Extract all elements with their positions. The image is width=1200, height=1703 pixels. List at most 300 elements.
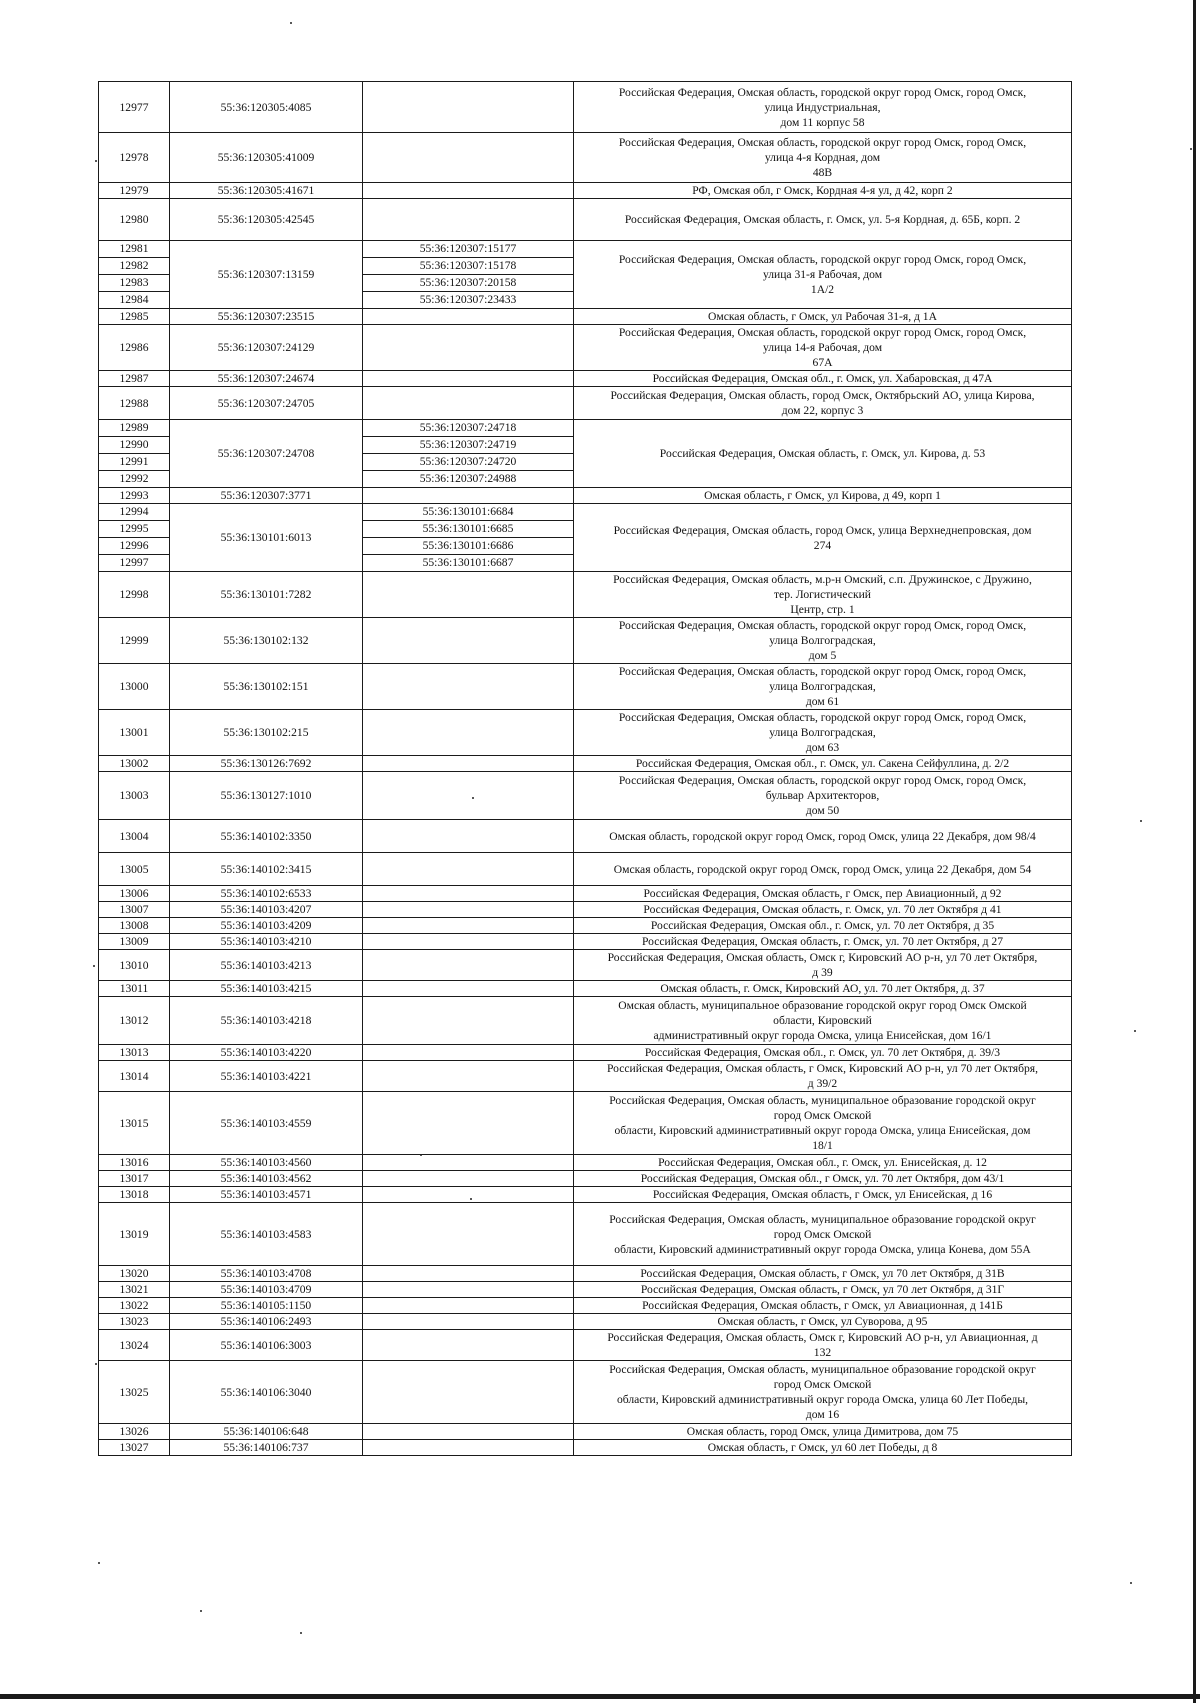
scan-border-right xyxy=(1193,0,1196,1703)
table-row xyxy=(99,309,1072,325)
table-row xyxy=(99,1203,1072,1266)
scan-speck xyxy=(1140,820,1142,822)
address-line: бульвар Архитекторов, xyxy=(765,789,880,802)
address-line: 132 xyxy=(813,1346,832,1359)
premises-cadastral-number xyxy=(363,1424,574,1440)
premises-cadastral-number: 55:36:130101:6684 xyxy=(363,504,574,521)
address-line: Российская Федерация, Омская область, муниципальное образование городской округ xyxy=(609,1363,1036,1376)
table-row xyxy=(99,918,1072,934)
cadastral-number: 55:36:140103:4562 xyxy=(170,1171,363,1187)
premises-cadastral-number: 55:36:120307:15178 xyxy=(363,258,574,275)
row-number: 12977 xyxy=(99,82,170,133)
row-number: 12991 xyxy=(99,454,170,471)
row-number: 13022 xyxy=(99,1298,170,1314)
cadastral-number: 55:36:130102:132 xyxy=(170,618,363,664)
address-line: Российская Федерация, Омская область, г Омск, ул Авиационная, д 141Б xyxy=(642,1299,1003,1312)
row-number: 12980 xyxy=(99,199,170,241)
scan-speck xyxy=(1134,1030,1136,1032)
address-line: дом 16 xyxy=(805,1408,840,1421)
premises-cadastral-number xyxy=(363,1171,574,1187)
cadastral-number: 55:36:140103:4583 xyxy=(170,1203,363,1266)
table-row xyxy=(99,1155,1072,1171)
address-cell xyxy=(574,756,1072,772)
row-number: 12999 xyxy=(99,618,170,664)
address-line: Омская область, городской округ город Омск, город Омск, улица 22 Декабря, дом 54 xyxy=(613,862,1032,876)
address-cell xyxy=(574,488,1072,504)
table-row xyxy=(99,133,1072,183)
address-line: области, Кировский административный округ города Омска, улица Конева, дом 55А xyxy=(614,1242,1031,1256)
cadastral-number: 55:36:140103:4207 xyxy=(170,902,363,918)
address-line: город Омск Омской xyxy=(773,1227,872,1241)
address-line: Российская Федерация, Омская область, г Омск, Кировский АО р-н, ул 70 лет Октября, xyxy=(607,1062,1038,1075)
address-line: 18/1 xyxy=(812,1139,833,1152)
table-row xyxy=(99,1061,1072,1092)
premises-cadastral-number xyxy=(363,1330,574,1361)
address-line: Российская Федерация, Омская область, г. Омск, ул. 5-я Кордная, д. 65Б, корп. 2 xyxy=(624,213,1021,226)
row-number: 12984 xyxy=(99,292,170,309)
registry-table xyxy=(98,81,1072,1456)
table-row xyxy=(99,420,1072,437)
address-cell xyxy=(574,853,1072,886)
cadastral-number: 55:36:130101:6013 xyxy=(170,504,363,572)
scan-speck xyxy=(290,22,292,24)
table-row xyxy=(99,1424,1072,1440)
address-cell xyxy=(574,772,1072,820)
scan-speck xyxy=(420,1154,422,1156)
premises-cadastral-number xyxy=(363,997,574,1045)
cadastral-number: 55:36:140106:737 xyxy=(170,1440,363,1456)
table-row xyxy=(99,886,1072,902)
address-cell xyxy=(574,1266,1072,1282)
scan-speck xyxy=(1190,148,1192,150)
address-line: город Омск Омской xyxy=(773,1109,872,1122)
address-line: город Омск Омской xyxy=(773,1378,872,1391)
address-cell xyxy=(574,325,1072,371)
row-number: 12979 xyxy=(99,183,170,199)
address-cell xyxy=(574,1361,1072,1424)
row-number: 13015 xyxy=(99,1092,170,1155)
scan-speck xyxy=(1130,1582,1132,1584)
row-number: 13025 xyxy=(99,1361,170,1424)
row-number: 13007 xyxy=(99,902,170,918)
row-number: 12993 xyxy=(99,488,170,504)
address-line: Российская Федерация, Омская обл., г Омск, ул. 70 лет Октября, дом 43/1 xyxy=(640,1172,1005,1185)
scan-speck xyxy=(98,1562,100,1564)
address-line: Российская Федерация, Омская область, городской округ город Омск, город Омск, xyxy=(618,619,1027,632)
address-line: дом 63 xyxy=(805,741,840,754)
address-line: Омская область, городской округ город Омск, город Омск, улица 22 Декабря, дом 98/4 xyxy=(609,829,1036,843)
address-cell xyxy=(574,1171,1072,1187)
address-line: РФ, Омская обл, г Омск, Кордная 4-я ул, д 42, корп 2 xyxy=(692,184,953,197)
table-row xyxy=(99,820,1072,853)
address-line: Омская область, г Омск, ул Суворова, д 95 xyxy=(717,1315,928,1328)
cadastral-number: 55:36:120307:24708 xyxy=(170,420,363,488)
row-number: 13017 xyxy=(99,1171,170,1187)
row-number: 12992 xyxy=(99,471,170,488)
row-number: 13005 xyxy=(99,853,170,886)
row-number: 12990 xyxy=(99,437,170,454)
row-number: 12994 xyxy=(99,504,170,521)
address-cell xyxy=(574,1155,1072,1171)
row-number: 13020 xyxy=(99,1266,170,1282)
address-line: 67А xyxy=(812,356,833,369)
premises-cadastral-number xyxy=(363,886,574,902)
address-line: Российская Федерация, Омская область, м.р-н Омский, с.п. Дружинское, с Дружино, xyxy=(613,573,1032,586)
address-cell xyxy=(574,1061,1072,1092)
address-line: Российская Федерация, Омская область, городской округ город Омск, город Омск, xyxy=(618,136,1027,149)
table-row xyxy=(99,371,1072,387)
premises-cadastral-number: 55:36:120307:15177 xyxy=(363,241,574,258)
premises-cadastral-number: 55:36:130101:6685 xyxy=(363,521,574,538)
premises-cadastral-number xyxy=(363,1045,574,1061)
cadastral-number: 55:36:140103:4209 xyxy=(170,918,363,934)
table-row xyxy=(99,183,1072,199)
address-cell xyxy=(574,664,1072,710)
row-number: 12988 xyxy=(99,387,170,420)
address-cell xyxy=(574,183,1072,199)
address-cell xyxy=(574,309,1072,325)
address-line: области, Кировский xyxy=(773,1014,872,1027)
premises-cadastral-number xyxy=(363,371,574,387)
table-row xyxy=(99,853,1072,886)
table-row xyxy=(99,1314,1072,1330)
premises-cadastral-number xyxy=(363,1282,574,1298)
address-cell xyxy=(574,981,1072,997)
address-line: Российская Федерация, Омская область, городской округ город Омск, город Омск, xyxy=(618,665,1027,678)
cadastral-number: 55:36:140103:4571 xyxy=(170,1187,363,1203)
premises-cadastral-number xyxy=(363,981,574,997)
row-number: 13001 xyxy=(99,710,170,756)
table-row xyxy=(99,572,1072,618)
scan-speck xyxy=(95,1363,97,1365)
premises-cadastral-number xyxy=(363,1061,574,1092)
row-number: 13002 xyxy=(99,756,170,772)
table-row xyxy=(99,902,1072,918)
address-line: дом 22, корпус 3 xyxy=(781,404,864,417)
address-cell xyxy=(574,918,1072,934)
address-line: улица Волгоградская, xyxy=(769,634,876,647)
address-cell xyxy=(574,710,1072,756)
table-row xyxy=(99,1330,1072,1361)
row-number: 12989 xyxy=(99,420,170,437)
table-row xyxy=(99,997,1072,1045)
address-line: Российская Федерация, Омская область, городской округ город Омск, город Омск, xyxy=(618,326,1027,339)
premises-cadastral-number xyxy=(363,183,574,199)
row-number: 12995 xyxy=(99,521,170,538)
address-cell xyxy=(574,1440,1072,1456)
cadastral-number: 55:36:140102:6533 xyxy=(170,886,363,902)
address-cell xyxy=(574,902,1072,918)
cadastral-number: 55:36:140102:3415 xyxy=(170,853,363,886)
row-number: 13026 xyxy=(99,1424,170,1440)
premises-cadastral-number xyxy=(363,488,574,504)
address-line: 274 xyxy=(813,538,832,552)
address-line: Омская область, г Омск, ул Рабочая 31-я, д 1А xyxy=(708,310,937,323)
address-line: Российская Федерация, Омская обл., г. Омск, ул. Енисейская, д. 12 xyxy=(658,1156,987,1169)
row-number: 12986 xyxy=(99,325,170,371)
address-line: Российская Федерация, Омская область, г. Омск, ул. 70 лет Октября, д 27 xyxy=(641,935,1004,948)
address-cell xyxy=(574,241,1072,309)
row-number: 13018 xyxy=(99,1187,170,1203)
premises-cadastral-number xyxy=(363,772,574,820)
premises-cadastral-number xyxy=(363,1266,574,1282)
address-line: дом 5 xyxy=(808,649,837,662)
scan-speck xyxy=(472,797,474,799)
address-cell xyxy=(574,1314,1072,1330)
row-number: 13012 xyxy=(99,997,170,1045)
cadastral-number: 55:36:140103:4709 xyxy=(170,1282,363,1298)
cadastral-number: 55:36:120307:24674 xyxy=(170,371,363,387)
premises-cadastral-number xyxy=(363,1314,574,1330)
premises-cadastral-number xyxy=(363,572,574,618)
premises-cadastral-number xyxy=(363,1092,574,1155)
address-line: улица Волгоградская, xyxy=(769,726,876,739)
table-row xyxy=(99,1092,1072,1155)
table-row xyxy=(99,710,1072,756)
cadastral-number: 55:36:140103:4221 xyxy=(170,1061,363,1092)
address-line: улица 31-я Рабочая, дом xyxy=(762,268,883,281)
cadastral-number: 55:36:140106:3003 xyxy=(170,1330,363,1361)
row-number: 13019 xyxy=(99,1203,170,1266)
premises-cadastral-number: 55:36:120307:23433 xyxy=(363,292,574,309)
cadastral-number: 55:36:120307:23515 xyxy=(170,309,363,325)
premises-cadastral-number xyxy=(363,710,574,756)
cadastral-number: 55:36:140103:4213 xyxy=(170,950,363,981)
cadastral-number: 55:36:140103:4708 xyxy=(170,1266,363,1282)
premises-cadastral-number xyxy=(363,820,574,853)
cadastral-number: 55:36:120307:3771 xyxy=(170,488,363,504)
address-line: улица 4-я Кордная, дом xyxy=(764,151,881,164)
row-number: 12998 xyxy=(99,572,170,618)
cadastral-number: 55:36:140106:2493 xyxy=(170,1314,363,1330)
address-line: Российская Федерация, Омская область, муниципальное образование городской округ xyxy=(609,1212,1036,1226)
address-line: Омская область, г Омск, ул 60 лет Победы, д 8 xyxy=(707,1441,938,1454)
cadastral-number: 55:36:140103:4215 xyxy=(170,981,363,997)
address-cell xyxy=(574,387,1072,420)
cadastral-number: 55:36:140102:3350 xyxy=(170,820,363,853)
address-line: дом 50 xyxy=(805,804,840,817)
row-number: 12978 xyxy=(99,133,170,183)
address-line: Российская Федерация, Омская область, городской округ город Омск, город Омск, xyxy=(618,253,1027,266)
premises-cadastral-number: 55:36:120307:24718 xyxy=(363,420,574,437)
row-number: 12997 xyxy=(99,555,170,572)
address-cell xyxy=(574,1424,1072,1440)
address-line: Российская Федерация, Омская область, г Омск, пер Авиационный, д 92 xyxy=(643,887,1002,900)
premises-cadastral-number xyxy=(363,1298,574,1314)
cadastral-number: 55:36:140106:648 xyxy=(170,1424,363,1440)
row-number: 13008 xyxy=(99,918,170,934)
row-number: 12981 xyxy=(99,241,170,258)
table-row xyxy=(99,981,1072,997)
premises-cadastral-number: 55:36:120307:24719 xyxy=(363,437,574,454)
premises-cadastral-number xyxy=(363,325,574,371)
address-cell xyxy=(574,199,1072,241)
address-cell xyxy=(574,133,1072,183)
address-line: Российская Федерация, Омская обл., г. Омск, ул. 70 лет Октября, д 35 xyxy=(650,919,995,932)
premises-cadastral-number xyxy=(363,618,574,664)
address-line: области, Кировский административный округ города Омска, улица Енисейская, дом xyxy=(614,1124,1031,1137)
table-row xyxy=(99,82,1072,133)
row-number: 13011 xyxy=(99,981,170,997)
table-row xyxy=(99,1298,1072,1314)
address-line: Российская Федерация, Омская обл., г. Омск, ул. Хабаровская, д 47А xyxy=(652,372,993,385)
cadastral-number: 55:36:120305:4085 xyxy=(170,82,363,133)
table-row xyxy=(99,1361,1072,1424)
address-line: Российская Федерация, Омская область, городской округ город Омск, город Омск, xyxy=(618,774,1027,787)
table-row xyxy=(99,199,1072,241)
address-cell xyxy=(574,82,1072,133)
address-cell xyxy=(574,1203,1072,1266)
table-row xyxy=(99,1440,1072,1456)
address-cell xyxy=(574,950,1072,981)
address-cell xyxy=(574,572,1072,618)
premises-cadastral-number xyxy=(363,82,574,133)
address-line: д 39 xyxy=(812,966,833,979)
premises-cadastral-number xyxy=(363,1361,574,1424)
cadastral-number: 55:36:120307:24129 xyxy=(170,325,363,371)
cadastral-number: 55:36:140103:4210 xyxy=(170,934,363,950)
address-line: улица 14-я Рабочая, дом xyxy=(762,341,883,354)
cadastral-number: 55:36:140103:4218 xyxy=(170,997,363,1045)
address-line: Российская Федерация, Омская область, город Омск, улица Верхнеднепровская, дом xyxy=(613,523,1032,537)
row-number: 13021 xyxy=(99,1282,170,1298)
address-line: 48В xyxy=(812,166,833,179)
address-cell xyxy=(574,1045,1072,1061)
row-number: 13000 xyxy=(99,664,170,710)
premises-cadastral-number xyxy=(363,902,574,918)
premises-cadastral-number xyxy=(363,664,574,710)
address-cell xyxy=(574,820,1072,853)
premises-cadastral-number xyxy=(363,756,574,772)
table-row xyxy=(99,387,1072,420)
address-cell xyxy=(574,1092,1072,1155)
table-row xyxy=(99,488,1072,504)
cadastral-number: 55:36:120307:13159 xyxy=(170,241,363,309)
cadastral-number: 55:36:130127:1010 xyxy=(170,772,363,820)
row-number: 13027 xyxy=(99,1440,170,1456)
premises-cadastral-number: 55:36:120307:20158 xyxy=(363,275,574,292)
cadastral-number: 55:36:120307:24705 xyxy=(170,387,363,420)
cadastral-number: 55:36:130102:151 xyxy=(170,664,363,710)
address-cell xyxy=(574,420,1072,488)
table-row xyxy=(99,1171,1072,1187)
scan-speck xyxy=(200,1610,202,1612)
premises-cadastral-number: 55:36:130101:6687 xyxy=(363,555,574,572)
row-number: 12985 xyxy=(99,309,170,325)
cadastral-number: 55:36:140103:4560 xyxy=(170,1155,363,1171)
cadastral-number: 55:36:130101:7282 xyxy=(170,572,363,618)
address-line: Российская Федерация, Омская область, город Омск, Октябрьский АО, улица Кирова, xyxy=(610,389,1035,402)
address-line: Российская Федерация, Омская область, г. Омск, ул. 70 лет Октября д 41 xyxy=(643,903,1002,916)
address-line: улица Волгоградская, xyxy=(769,680,876,693)
address-line: Российская Федерация, Омская область, г Омск, ул Енисейская, д 16 xyxy=(652,1188,993,1201)
table-row xyxy=(99,772,1072,820)
table-row xyxy=(99,756,1072,772)
premises-cadastral-number xyxy=(363,853,574,886)
row-number: 13013 xyxy=(99,1045,170,1061)
table-row xyxy=(99,950,1072,981)
premises-cadastral-number xyxy=(363,1440,574,1456)
cadastral-number: 55:36:120305:41009 xyxy=(170,133,363,183)
address-line: области, Кировский административный округ города Омска, улица 60 Лет Победы, xyxy=(616,1393,1029,1406)
registry-table-body xyxy=(99,82,1072,1456)
address-cell xyxy=(574,371,1072,387)
row-number: 13014 xyxy=(99,1061,170,1092)
address-line: Российская Федерация, Омская область, Омск г, Кировский АО р-н, ул Авиационная, д xyxy=(607,1331,1038,1344)
cadastral-number: 55:36:140106:3040 xyxy=(170,1361,363,1424)
address-cell xyxy=(574,1330,1072,1361)
premises-cadastral-number xyxy=(363,133,574,183)
address-line: Омская область, г. Омск, Кировский АО, ул. 70 лет Октября, д. 37 xyxy=(660,982,985,995)
address-line: Центр, стр. 1 xyxy=(790,603,855,616)
address-line: Российская Федерация, Омская область, городской округ город Омск, город Омск, xyxy=(618,711,1027,724)
scan-speck xyxy=(300,1632,302,1634)
row-number: 13024 xyxy=(99,1330,170,1361)
row-number: 13009 xyxy=(99,934,170,950)
table-row xyxy=(99,325,1072,371)
address-line: Омская область, город Омск, улица Димитрова, дом 75 xyxy=(686,1425,959,1438)
premises-cadastral-number xyxy=(363,918,574,934)
premises-cadastral-number xyxy=(363,950,574,981)
premises-cadastral-number xyxy=(363,387,574,420)
table-row xyxy=(99,241,1072,258)
row-number: 12996 xyxy=(99,538,170,555)
cadastral-number: 55:36:140105:1150 xyxy=(170,1298,363,1314)
row-number: 13006 xyxy=(99,886,170,902)
premises-cadastral-number xyxy=(363,1203,574,1266)
address-line: Российская Федерация, Омская область, г. Омск, ул. Кирова, д. 53 xyxy=(659,447,986,460)
cadastral-number: 55:36:130102:215 xyxy=(170,710,363,756)
address-cell xyxy=(574,1282,1072,1298)
address-line: административный округ города Омска, улица Енисейская, дом 16/1 xyxy=(653,1029,992,1042)
address-line: 1А/2 xyxy=(810,283,835,296)
address-cell xyxy=(574,1187,1072,1203)
cadastral-number: 55:36:120305:42545 xyxy=(170,199,363,241)
table-row xyxy=(99,504,1072,521)
address-line: улица Индустриальная, xyxy=(764,100,881,114)
address-line: тер. Логистический xyxy=(773,588,871,601)
address-cell xyxy=(574,886,1072,902)
table-row xyxy=(99,1187,1072,1203)
row-number: 13010 xyxy=(99,950,170,981)
premises-cadastral-number xyxy=(363,309,574,325)
row-number: 13004 xyxy=(99,820,170,853)
address-cell xyxy=(574,504,1072,572)
address-line: дом 61 xyxy=(805,695,840,708)
address-cell xyxy=(574,934,1072,950)
table-row xyxy=(99,934,1072,950)
address-cell xyxy=(574,618,1072,664)
row-number: 13016 xyxy=(99,1155,170,1171)
premises-cadastral-number xyxy=(363,934,574,950)
row-number: 12987 xyxy=(99,371,170,387)
premises-cadastral-number: 55:36:120307:24720 xyxy=(363,454,574,471)
premises-cadastral-number xyxy=(363,1187,574,1203)
address-line: Омская область, муниципальное образование городской округ город Омск Омской xyxy=(618,999,1027,1012)
table-row xyxy=(99,1266,1072,1282)
address-line: д 39/2 xyxy=(807,1077,838,1090)
table-row xyxy=(99,664,1072,710)
premises-cadastral-number: 55:36:120307:24988 xyxy=(363,471,574,488)
address-line: Российская Федерация, Омская обл., г. Омск, ул. Сакена Сейфуллина, д. 2/2 xyxy=(635,757,1010,770)
row-number: 12982 xyxy=(99,258,170,275)
table-row xyxy=(99,618,1072,664)
address-line: Российская Федерация, Омская область, г Омск, ул 70 лет Октября, д 31Г xyxy=(640,1283,1005,1296)
address-line: Российская Федерация, Омская область, муниципальное образование городской округ xyxy=(609,1094,1036,1107)
address-cell xyxy=(574,997,1072,1045)
address-line: Российская Федерация, Омская область, городской округ город Омск, город Омск, xyxy=(618,85,1027,99)
cadastral-number: 55:36:140103:4559 xyxy=(170,1092,363,1155)
